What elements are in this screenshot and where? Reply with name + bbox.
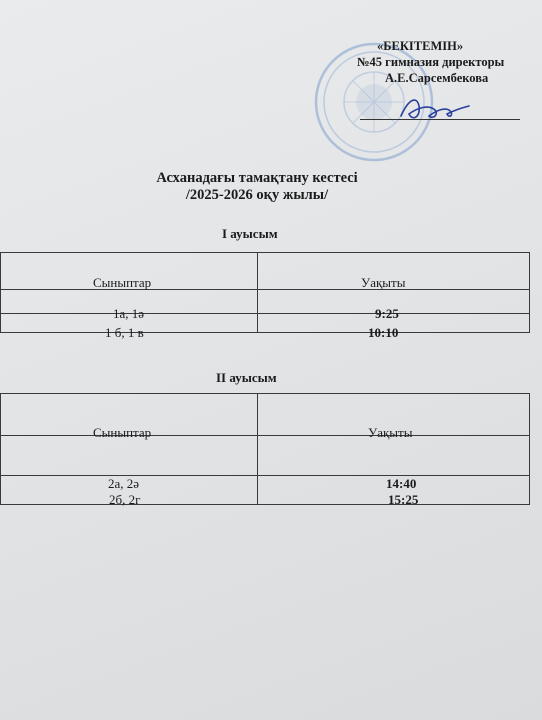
- header-classes: Сыныптар: [93, 275, 152, 290]
- director-signature: [395, 92, 475, 126]
- row-classes: 1а, 1ә: [113, 305, 145, 321]
- row-time: 14:40: [386, 475, 417, 491]
- row-classes: 2б, 2г: [109, 492, 141, 507]
- row-classes: 1 б, 1 в: [105, 325, 144, 340]
- header-classes: Сыныптар: [93, 424, 152, 440]
- approval-position: №45 гимназия директоры: [357, 55, 505, 69]
- table-row: [1, 290, 530, 314]
- shift-1-label: І ауысым: [222, 226, 278, 241]
- table-row: [1, 314, 530, 333]
- row-time: 15:25: [388, 492, 419, 507]
- row-time: 9:25: [375, 305, 399, 321]
- document-subtitle: /2025-2026 оқу жылы/: [185, 187, 329, 203]
- table-header-row: [1, 253, 530, 290]
- table-header-row: [1, 394, 530, 436]
- shift-2-label: ІІ ауысым: [216, 370, 277, 385]
- shift-1-table: [0, 252, 530, 340]
- document-title: Асханадағы тамақтану кестесі: [156, 170, 358, 186]
- signature-line: [360, 119, 520, 120]
- approval-heading: «БЕКІТЕМІН»: [377, 39, 464, 53]
- header-time: Уақыты: [368, 424, 413, 440]
- table-row: [1, 476, 530, 505]
- row-time: 10:10: [368, 325, 399, 340]
- row-classes: 2а, 2ә: [108, 475, 140, 491]
- shift-2-table: [0, 393, 530, 505]
- approval-director-name: А.Е.Сарсембекова: [385, 71, 489, 85]
- table-row: [1, 436, 530, 476]
- header-time: Уақыты: [361, 275, 406, 290]
